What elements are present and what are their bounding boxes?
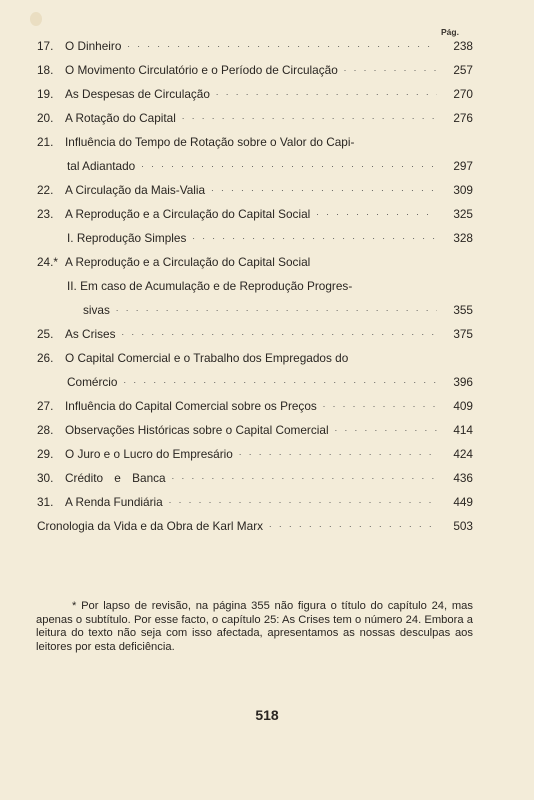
- toc-entry: [37, 328, 473, 341]
- toc-subentry: [37, 232, 473, 245]
- toc-entry: [37, 208, 473, 221]
- toc-entry: [37, 424, 473, 437]
- page-ref: 503: [453, 519, 473, 533]
- page-ref: 409: [453, 399, 473, 413]
- chapter-number: 31.: [37, 495, 54, 509]
- chapter-title: A Reprodução e a Circulação do Capital Social: [65, 207, 311, 221]
- leader-dots: [121, 326, 437, 339]
- leader-dots: [269, 518, 437, 531]
- page-column-header: Pág.: [441, 27, 459, 37]
- leader-dots: [127, 38, 437, 51]
- chapter-title: O Juro e o Lucro do Empresário: [65, 447, 233, 461]
- leader-dots: [182, 110, 437, 123]
- leader-dots: [169, 494, 437, 507]
- chapter-number: 25.: [37, 327, 54, 341]
- chapter-title: Crédito e Banca: [65, 471, 166, 485]
- toc-entry: [37, 256, 473, 269]
- chapter-number: 30.: [37, 471, 54, 485]
- toc-entry: [37, 112, 473, 125]
- leader-dots: [316, 206, 437, 219]
- chapter-number: 26.: [37, 351, 54, 365]
- chapter-title: O Capital Comercial e o Trabalho dos Empregados do: [65, 351, 349, 365]
- leader-dots: [323, 398, 437, 411]
- chapter-title: As Crises: [65, 327, 116, 341]
- chapter-title: Cronologia da Vida e da Obra de Karl Marx: [37, 519, 264, 533]
- footnote: * Por lapso de revisão, na página 355 não figura o título do capítulo 24, mas apenas o subtítulo. Por esse facto, o capítulo 25: As Crises tem o número 24. Embora a leitura do texto não seja com isso afectada, apresentamos as nossas desculpas aos leitores por esta deficiência.: [36, 600, 473, 653]
- page-ref: 414: [453, 423, 473, 437]
- chapter-title-continued: tal Adiantado: [67, 159, 136, 173]
- leader-dots: [239, 446, 437, 459]
- chapter-number: 18.: [37, 63, 54, 77]
- chapter-title: As Despesas de Circulação: [65, 87, 210, 101]
- page-ref: 270: [453, 87, 473, 101]
- chapter-number: 24.*: [37, 255, 58, 269]
- leader-dots: [172, 470, 437, 483]
- toc-subentry: [37, 280, 473, 293]
- chapter-title: A Circulação da Mais-Valia: [65, 183, 206, 197]
- chapter-number: 28.: [37, 423, 54, 437]
- chapter-title: Observações Históricas sobre o Capital Comercial: [65, 423, 329, 437]
- toc-entry: [37, 496, 473, 509]
- toc-entry-continuation: [37, 376, 473, 389]
- toc-entry: [37, 400, 473, 413]
- page-ref: 396: [453, 375, 473, 389]
- table-of-contents: [37, 40, 473, 533]
- page-ref: 328: [453, 231, 473, 245]
- toc-subentry-continuation: [37, 304, 473, 317]
- chapter-number: 21.: [37, 135, 54, 149]
- leader-dots: [216, 86, 437, 99]
- toc-entry: [37, 520, 473, 533]
- leader-dots: [211, 182, 437, 195]
- chapter-title: O Dinheiro: [65, 39, 122, 53]
- chapter-title: A Reprodução e a Circulação do Capital Social: [65, 255, 311, 269]
- toc-entry: [37, 472, 473, 485]
- page-ref: 449: [453, 495, 473, 509]
- section-title-continued: sivas: [83, 303, 110, 317]
- chapter-number: 20.: [37, 111, 54, 125]
- chapter-title: A Renda Fundiária: [65, 495, 163, 509]
- page-ref: 436: [453, 471, 473, 485]
- toc-entry: [37, 136, 473, 149]
- chapter-number: 17.: [37, 39, 54, 53]
- leader-dots: [335, 422, 437, 435]
- chapter-number: 22.: [37, 183, 54, 197]
- page-ref: 257: [453, 63, 473, 77]
- leader-dots: [116, 302, 437, 315]
- toc-entry: [37, 352, 473, 365]
- chapter-number: 19.: [37, 87, 54, 101]
- page-ref: 309: [453, 183, 473, 197]
- chapter-number: 23.: [37, 207, 54, 221]
- paper-stain: [30, 12, 42, 26]
- chapter-title: A Rotação do Capital: [65, 111, 176, 125]
- page-ref: 355: [453, 303, 473, 317]
- leader-dots: [141, 158, 437, 171]
- toc-entry: [37, 448, 473, 461]
- toc-entry: [37, 64, 473, 77]
- chapter-number: 27.: [37, 399, 54, 413]
- leader-dots: [123, 374, 437, 387]
- page-ref: 238: [453, 39, 473, 53]
- leader-dots: [344, 62, 437, 75]
- page-ref: 325: [453, 207, 473, 221]
- chapter-title: Influência do Tempo de Rotação sobre o Valor do Capi-: [65, 135, 355, 149]
- toc-entry: [37, 88, 473, 101]
- chapter-number: 29.: [37, 447, 54, 461]
- page-ref: 276: [453, 111, 473, 125]
- section-title: II. Em caso de Acumulação e de Reprodução Progres-: [67, 279, 353, 293]
- leader-dots: [192, 230, 437, 243]
- toc-entry: [37, 184, 473, 197]
- page-ref: 297: [453, 159, 473, 173]
- chapter-title: O Movimento Circulatório e o Período de Circulação: [65, 63, 338, 77]
- page-number: 518: [255, 707, 279, 723]
- toc-entry-continuation: [37, 160, 473, 173]
- chapter-title-continued: Comércio: [67, 375, 118, 389]
- toc-entry: [37, 40, 473, 53]
- page-ref: 375: [453, 327, 473, 341]
- page-ref: 424: [453, 447, 473, 461]
- chapter-title: Influência do Capital Comercial sobre os Preços: [65, 399, 317, 413]
- section-title: I. Reprodução Simples: [67, 231, 187, 245]
